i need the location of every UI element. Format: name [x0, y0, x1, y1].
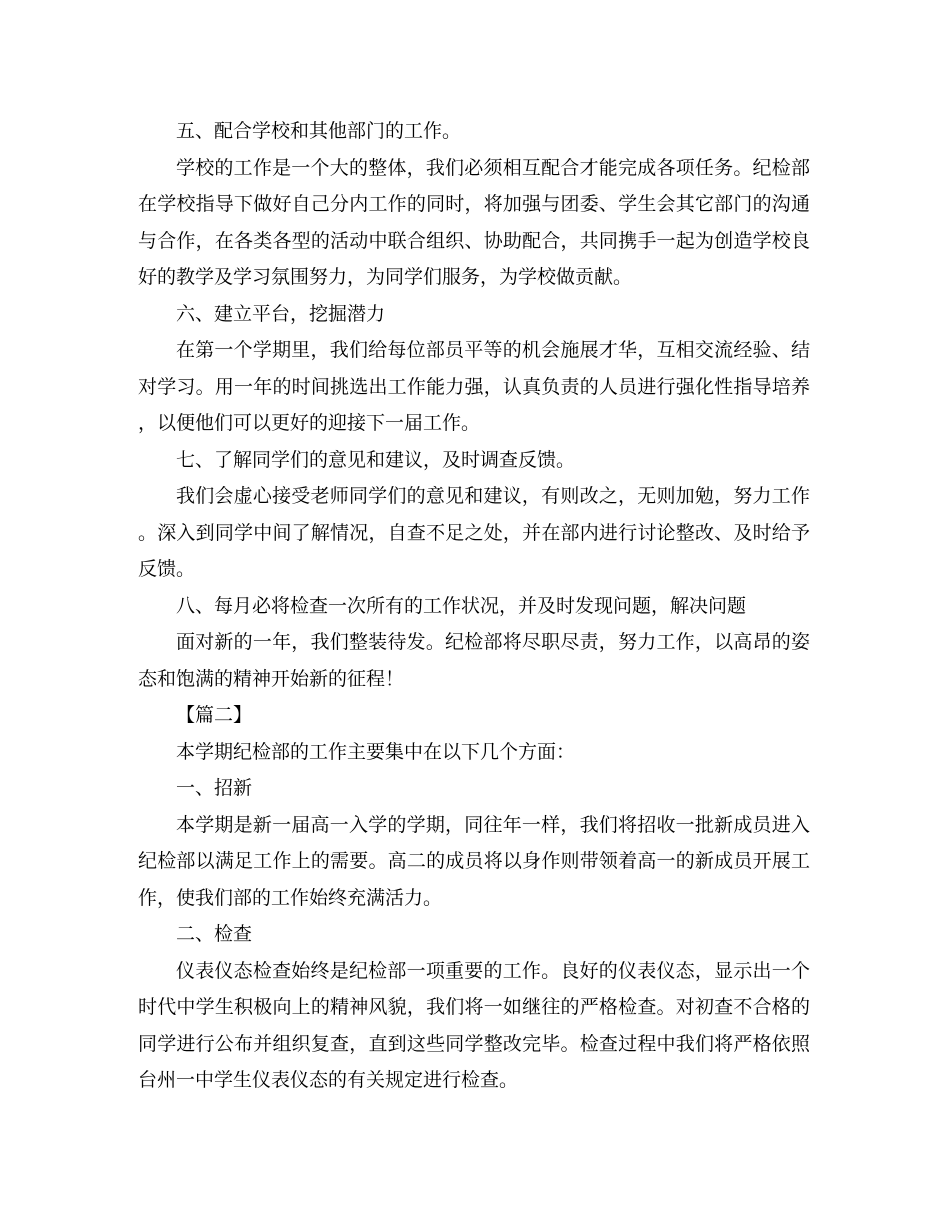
- section-heading-2: 二、检查: [176, 923, 253, 945]
- section-heading-7: 七、了解同学们的意见和建议，及时调查反馈。: [176, 448, 576, 471]
- body-paragraph: 面对新的一年，我们整装待发。纪检部将尽职尽责，努力工作，以高昂的姿态和饱满的精神开始新的征程！: [138, 631, 810, 690]
- document-body: [138, 113, 810, 1099]
- intro-line: 本学期纪检部的工作主要集中在以下几个方面：: [176, 740, 576, 763]
- body-paragraph: 学校的工作是一个大的整体，我们必须相互配合才能完成各项任务。纪检部在学校指导下做好自己分内工作的同时，将加强与团委、学生会其它部门的沟通与合作，在各类各型的活动中联合组织、协助配合，共同携手一起为创造学校良好的教学及学习氛围努力，为同学们服务，为学校做贡献。: [138, 156, 810, 288]
- body-paragraph: 我们会虚心接受老师同学们的意见和建议，有则改之，无则加勉，努力工作。深入到同学中间了解情况，自查不足之处，并在部内进行讨论整改、及时给予反馈。: [138, 485, 810, 580]
- section-heading-8: 八、每月必将检查一次所有的工作状况，并及时发现问题，解决问题: [176, 594, 747, 617]
- body-paragraph: 在第一个学期里，我们给每位部员平等的机会施展才华，互相交流经验、结对学习。用一年的时间挑选出工作能力强，认真负责的人员进行强化性指导培养，以便他们可以更好的迎接下一届工作。: [138, 339, 810, 434]
- body-paragraph: 本学期是新一届高一入学的学期，同往年一样，我们将招收一批新成员进入纪检部以满足工作上的需要。高二的成员将以身作则带领着高一的新成员开展工作，使我们部的工作始终充满活力。: [138, 813, 810, 909]
- section-heading-6: 六、建立平台，挖掘潜力: [176, 302, 386, 325]
- section-heading-5: 五、配合学校和其他部门的工作。: [176, 120, 462, 142]
- body-paragraph: 仪表仪态检查始终是纪检部一项重要的工作。良好的仪表仪态，显示出一个时代中学生积极向上的精神风貌，我们将一如继往的严格检查。对初查不合格的同学进行公布并组织复查，直到这些同学整改完毕。检查过程中我们将严格依照台州一中学生仪表仪态的有关规定进行检查。: [138, 959, 810, 1091]
- section-heading-1: 一、招新: [176, 777, 253, 799]
- part-two-title: 【篇二】: [176, 704, 253, 726]
